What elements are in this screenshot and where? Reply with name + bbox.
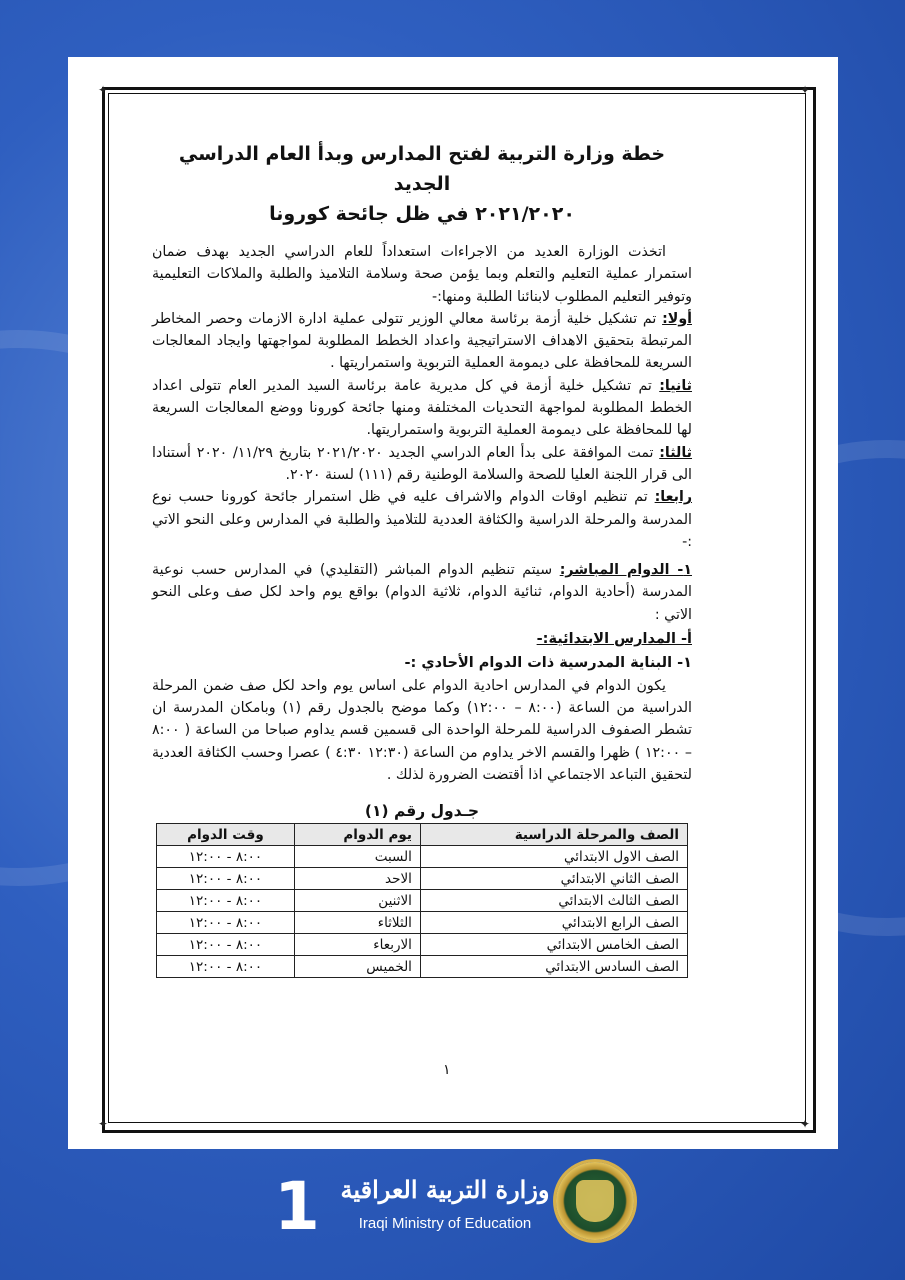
title-line-1: خطة وزارة التربية لفتح المدارس وبدأ العام الدراسي الجديد — [178, 143, 666, 195]
cell-grade: الصف السادس الابتدائي — [420, 956, 687, 978]
cell-time: ٨:٠٠ - ١٢:٠٠ — [157, 846, 295, 868]
table-row — [157, 868, 688, 890]
cell-day: السبت — [294, 846, 420, 868]
point-1-label: أولا: — [662, 310, 692, 327]
cell-grade: الصف الثالث الابتدائي — [420, 890, 687, 912]
header-time: وقت الدوام — [157, 824, 295, 846]
direct-attendance — [152, 559, 692, 626]
single-shift-heading: ١- البناية المدرسية ذات الدوام الأحادي :- — [404, 655, 692, 672]
table-row — [157, 912, 688, 934]
point-1 — [152, 308, 692, 375]
point-4 — [152, 486, 692, 553]
table-header-row — [157, 824, 688, 846]
title-line-2: ٢٠٢١/٢٠٢٠ في ظل جائحة كورونا — [269, 203, 575, 225]
ministry-name-arabic: وزارة التربية العراقية — [340, 1175, 550, 1204]
document-page — [68, 57, 838, 1149]
ministry-name-english: Iraqi Ministry of Education — [358, 1215, 532, 1232]
single-shift-paragraph: يكون الدوام في المدارس احادية الدوام على اساس يوم واحد لكل صف ضمن المرحلة الدراسية من الساعة (٨:٠٠ – ١٢:٠٠) وكما موضح بالجدول رقم (١) وبامكان المدرسة ان تشطر الصفوف الدراسية للمرحلة الواحدة الى قسمين قسم يداوم صباحا من الساعة ( ٨:٠٠ – ١٢:٠٠ ) ظهرا والقسم الاخر يداوم من الساعة (١٢:٣٠ ٤:٣٠ ) عصرا وحسب الكثافة العددية لتحقيق التباعد الاجتماعي اذا أقتضت الضرورة لذلك . — [152, 677, 693, 783]
corner-mark-icon: ✦ — [98, 1117, 109, 1131]
cell-grade: الصف الخامس الابتدائي — [420, 934, 687, 956]
cell-day: الثلاثاء — [294, 912, 420, 934]
cell-day: الاحد — [294, 868, 420, 890]
cell-time: ٨:٠٠ - ١٢:٠٠ — [157, 868, 295, 890]
cell-grade: الصف الثاني الابتدائي — [420, 868, 687, 890]
cell-time: ٨:٠٠ - ١٢:٠٠ — [157, 934, 295, 956]
point-4-text: تم تنظيم اوقات الدوام والاشراف عليه في ظل استمرار جائحة كورونا حسب نوع المدرسة والمرحلة الدراسية والكثافة العددية للتلاميذ والطلبة في المدارس وعلى النحو الاتي :- — [152, 489, 692, 550]
table-row — [157, 956, 688, 978]
footer-page-index: 1 — [274, 1168, 320, 1245]
point-2 — [152, 375, 692, 442]
cell-time: ٨:٠٠ - ١٢:٠٠ — [157, 912, 295, 934]
header-grade: الصف والمرحلة الدراسية — [420, 824, 687, 846]
page-number: ١ — [443, 1062, 451, 1078]
direct-attendance-label: ١- الدوام المباشر: — [559, 562, 692, 579]
schedule-table — [156, 823, 688, 978]
intro-paragraph: اتخذت الوزارة العديد من الاجراءات استعداداً للعام الدراسي الجديد بهدف ضمان استمرار عملية التعليم والتعلم وبما يؤمن صحة وسلامة التلاميذ والطلبة والملاكات التعليمية وتوفير التعليم المطلوب لابنائنا الطلبة ومنها:- — [152, 244, 692, 305]
header-day: يوم الدوام — [294, 824, 420, 846]
cell-day: الاثنين — [294, 890, 420, 912]
point-2-label: ثانيا: — [659, 377, 692, 394]
ministry-seal-icon — [556, 1162, 634, 1240]
point-3-text: تمت الموافقة على بدأ العام الدراسي الجديد ٢٠٢١/٢٠٢٠ بتاريخ ١١/٢٩/ ٢٠٢٠ أستنادا الى قرار اللجنة العليا للصحة والسلامة الوطنية رقم (١١١) لسنة ٢٠٢٠. — [152, 444, 692, 483]
point-4-label: رابعا: — [654, 489, 692, 506]
cell-day: الخميس — [294, 956, 420, 978]
table-row — [157, 890, 688, 912]
table-title: جـدول رقم (١) — [364, 802, 480, 821]
cell-time: ٨:٠٠ - ١٢:٠٠ — [157, 956, 295, 978]
seal-emblem-icon — [576, 1180, 614, 1222]
corner-mark-icon: ✦ — [800, 1117, 811, 1131]
table-row — [157, 934, 688, 956]
corner-mark-icon: ✦ — [800, 83, 811, 97]
cell-day: الاربعاء — [294, 934, 420, 956]
point-2-text: تم تشكيل خلية أزمة في كل مديرية عامة برئاسة السيد المدير العام تتولى اعداد الخطط المطلوبة لمواجهة التحديات المختلفة ومنها جائحة كورونا ووضع المعالجات السريعة لها للمحافظة على ديمومة العملية التربوية واستمراريتها. — [152, 377, 692, 439]
primary-schools-heading: أ- المدارس الابتدائية:- — [536, 631, 692, 648]
cell-grade: الصف الرابع الابتدائي — [420, 912, 687, 934]
point-3 — [152, 442, 692, 487]
direct-attendance-text: سيتم تنظيم الدوام المباشر (التقليدي) في المدارس حسب نوعية المدرسة (أحادية الدوام، ثنائية الدوام، ثلاثية الدوام) بواقع يوم واحد لكل صف وعلى النحو الاتي : — [152, 562, 692, 623]
point-1-text: تم تشكيل خلية أزمة برئاسة معالي الوزير تتولى عملية ادارة الازمات وحصر المخاطر المرتبطة بتحقيق الاهداف الاستراتيجية واعداد الخطط المطلوبة لمواجهتها وايجاد المعالجات السريعة للمحافظة على ديمومة العملية التربوية واستمراريتها . — [152, 310, 692, 372]
document-body — [152, 137, 692, 978]
table-row — [157, 846, 688, 868]
point-3-label: ثالثا: — [659, 444, 693, 461]
cell-grade: الصف الاول الابتدائي — [420, 846, 687, 868]
cell-time: ٨:٠٠ - ١٢:٠٠ — [157, 890, 295, 912]
document-title — [152, 139, 692, 229]
corner-mark-icon: ✦ — [98, 83, 109, 97]
